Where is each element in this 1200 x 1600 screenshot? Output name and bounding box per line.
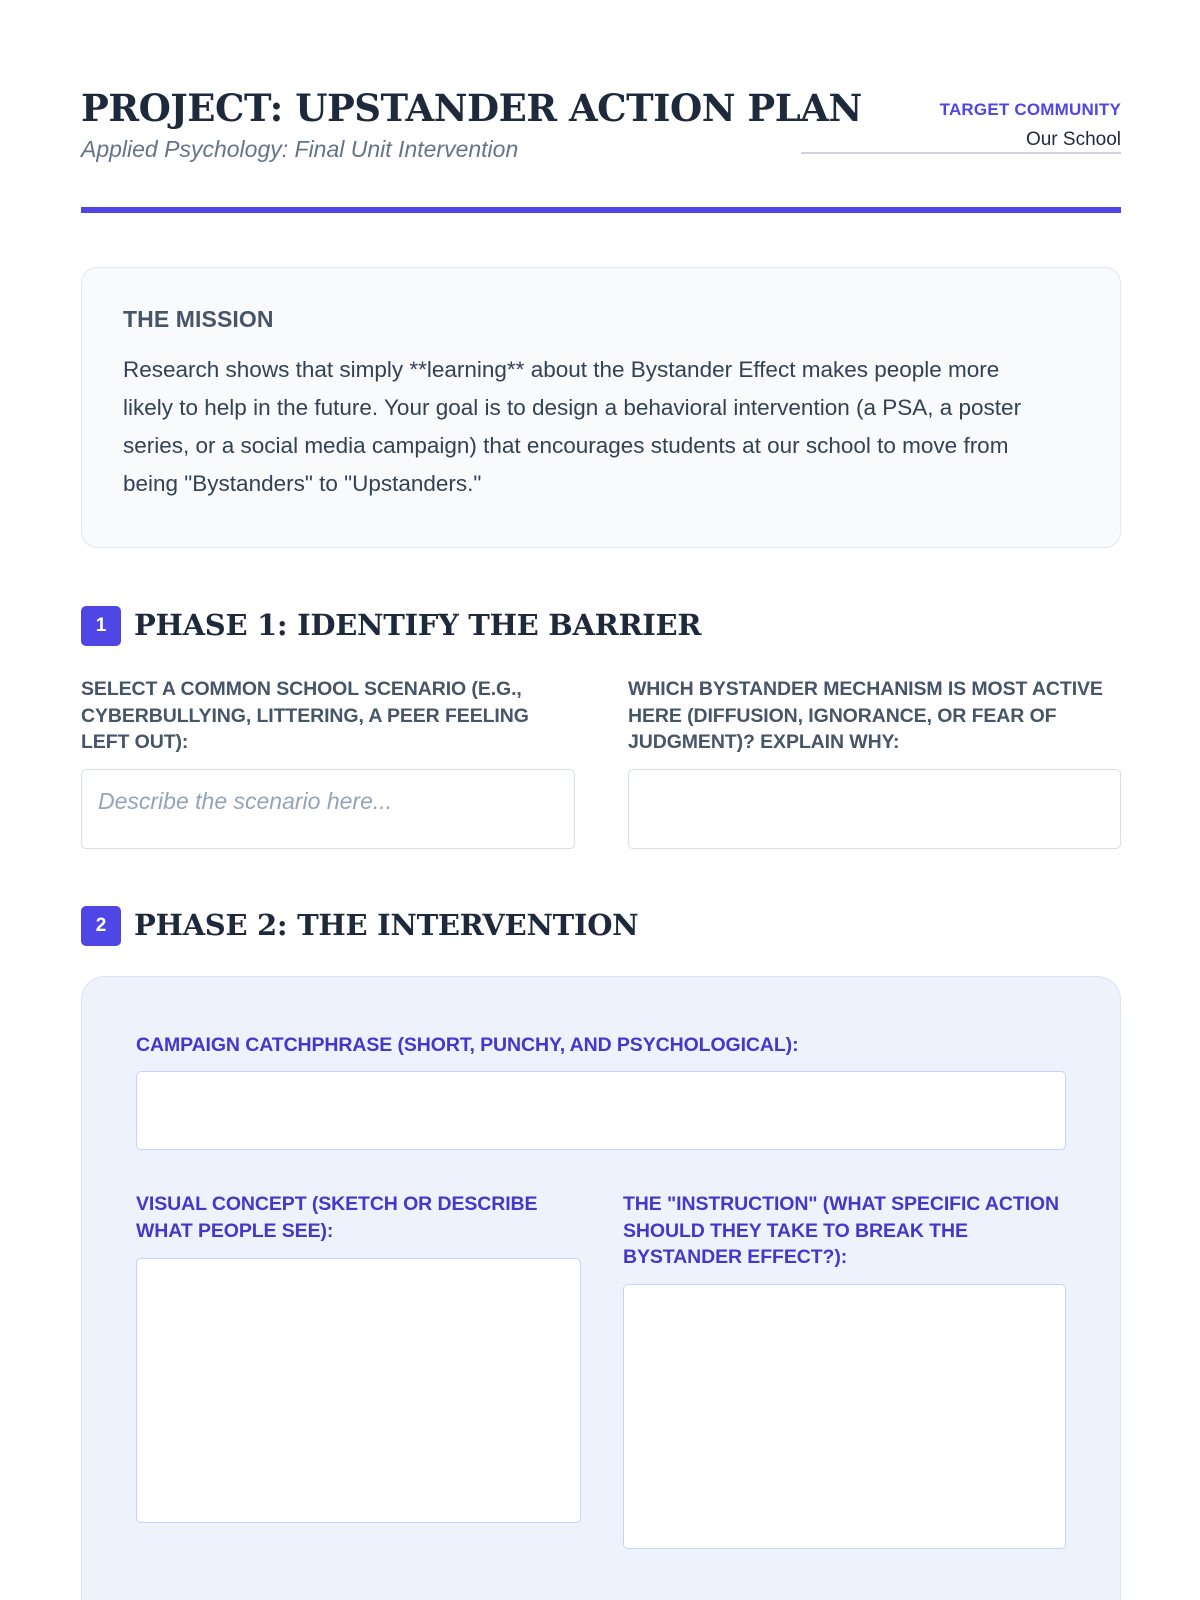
phase-2-number-badge: 2 xyxy=(81,906,121,946)
visual-concept-input[interactable] xyxy=(136,1258,581,1523)
mechanism-label: WHICH BYSTANDER MECHANISM IS MOST ACTIVE HERE (DIFFUSION, IGNORANCE, OR FEAR OF JUDGMENT)? EXPLAIN WHY: xyxy=(628,678,1103,753)
visual-concept-label: VISUAL CONCEPT (SKETCH OR DESCRIBE WHAT PEOPLE SEE): xyxy=(136,1193,538,1242)
target-community-field[interactable] xyxy=(801,100,1121,154)
mission-text: Research shows that simply **learning** about the Bystander Effect makes people more likely to help in the future. Your goal is to design a behavioral intervention (a PSA, a poster series, or a social media campaign) that encourages students at our school to move from being "Bystanders" to "Upstanders." xyxy=(123,357,1022,496)
target-community-label: TARGET COMMUNITY xyxy=(939,100,1121,119)
catchphrase-label: CAMPAIGN CATCHPHRASE (SHORT, PUNCHY, AND PSYCHOLOGICAL): xyxy=(136,1034,799,1056)
phase-1-title: PHASE 1: IDENTIFY THE BARRIER xyxy=(134,608,702,642)
page-subtitle: Applied Psychology: Final Unit Intervention xyxy=(81,136,519,162)
phase-1-number-badge: 1 xyxy=(81,606,121,646)
instruction-label: THE "INSTRUCTION" (WHAT SPECIFIC ACTION SHOULD THEY TAKE TO BREAK THE BYSTANDER EFFECT?): xyxy=(623,1193,1059,1268)
mechanism-input[interactable] xyxy=(628,769,1121,849)
intervention-panel xyxy=(81,976,1121,1600)
catchphrase-input[interactable] xyxy=(136,1071,1066,1150)
header-divider xyxy=(81,207,1121,213)
mission-heading: THE MISSION xyxy=(123,306,274,332)
phase-2-title: PHASE 2: THE INTERVENTION xyxy=(134,908,639,942)
worksheet-page xyxy=(81,0,1121,1600)
scenario-label: SELECT A COMMON SCHOOL SCENARIO (E.G., CYBERBULLYING, LITTERING, A PEER FEELING LEFT OUT): xyxy=(81,678,529,753)
mission-box xyxy=(81,267,1121,548)
worksheet-header xyxy=(81,86,1121,170)
target-community-value[interactable]: Our School xyxy=(1025,129,1121,150)
instruction-input[interactable] xyxy=(623,1284,1066,1549)
page-title: PROJECT: UPSTANDER ACTION PLAN xyxy=(81,86,862,130)
scenario-input[interactable]: Describe the scenario here... xyxy=(81,769,575,849)
